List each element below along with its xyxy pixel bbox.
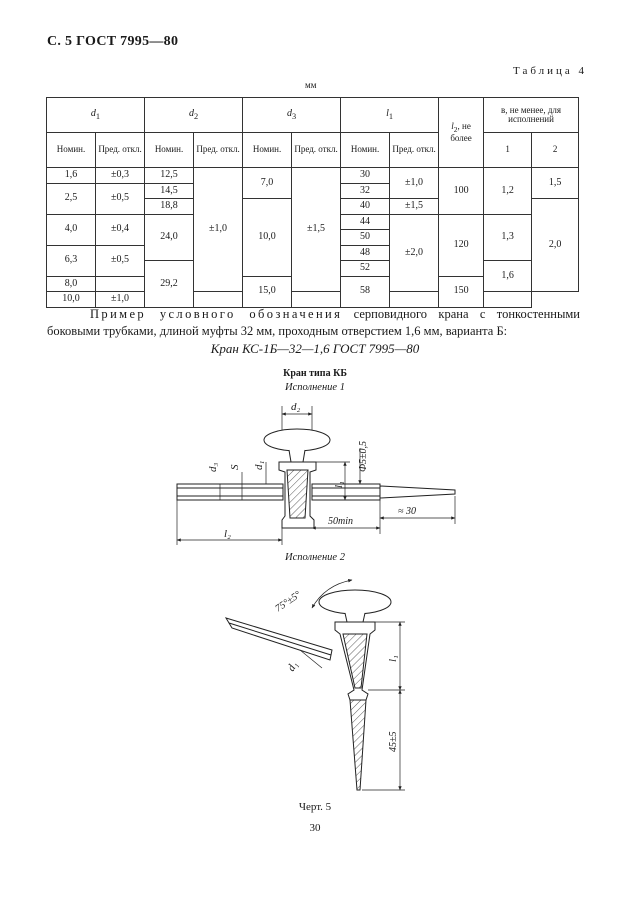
table-cell: 12,5 [145, 168, 194, 184]
table-cell: 50 [341, 230, 390, 246]
designation-example: Кран КС-1Б—32—1,6 ГОСТ 7995—80 [210, 341, 420, 356]
stopcock-handle-2 [319, 590, 391, 614]
table-cell: ±1,0 [390, 168, 439, 199]
col-head-d2: $d_2$ [145, 98, 243, 133]
table-cell: 4,0 [47, 214, 96, 245]
table-cell: 32 [341, 183, 390, 199]
table-cell: 8,0 [47, 276, 96, 292]
right-tube [312, 484, 380, 500]
col-head-l2: $l_2$, не более [439, 98, 484, 168]
table-cell: 120 [439, 214, 484, 276]
label-approx: ≈ 30 [398, 506, 416, 517]
label-d3: d₃ [207, 462, 219, 472]
table-cell: 58 [341, 276, 390, 307]
table-cell: 52 [341, 261, 390, 277]
table-cell: ±1,5 [390, 199, 439, 215]
table-cell: 14,5 [145, 183, 194, 199]
table-cell: 29,2 [145, 261, 194, 308]
label-angle: 75°±5° [273, 589, 304, 615]
table-cell: 40 [341, 199, 390, 215]
variant-1-caption: Исполнение 1 [285, 382, 345, 393]
table-cell: 1,6 [484, 261, 532, 292]
col-head-dev: Пред. откл. [96, 133, 145, 168]
table-cell: 150 [439, 276, 484, 307]
label-l2: l₂ [224, 528, 231, 540]
table-cell: 10,0 [47, 292, 96, 308]
table-caption: Таблица 4 [513, 65, 588, 77]
table-cell: 2,5 [47, 183, 96, 214]
variant-2-caption: Исполнение 2 [285, 552, 345, 563]
table-cell: 7,0 [243, 168, 292, 199]
variant-1-drawing [177, 406, 455, 545]
table-cell: 30 [341, 168, 390, 184]
table-cell: 15,0 [243, 276, 292, 307]
table-cell: 6,3 [47, 245, 96, 276]
col-head-nom: Номин. [243, 133, 292, 168]
label-l1b: l₁ [387, 655, 399, 662]
variant-2-drawing [226, 580, 405, 790]
table-cell: ±0,3 [96, 168, 145, 184]
col-head-nom: Номин. [341, 133, 390, 168]
drawing-title: Кран типа КБ [283, 368, 347, 379]
label-l1: l₁ [333, 481, 345, 488]
table-cell: 1,3 [484, 214, 532, 261]
table-cell: ±0,5 [96, 183, 145, 214]
col-head-dev: Пред. откл. [194, 133, 243, 168]
label-d1b: d₁ [285, 659, 301, 674]
table-cell: 100 [439, 168, 484, 215]
label-d2: d₂ [291, 401, 301, 413]
label-phi: Ф5±0,5 [358, 440, 369, 472]
table-cell: 1,2 [484, 168, 532, 215]
page-header: С. 5 ГОСТ 7995—80 [47, 34, 179, 49]
table-cell: ±1,5 [292, 168, 341, 292]
left-tube [177, 484, 283, 500]
table-cell: 2,0 [532, 199, 579, 292]
table-cell: ±0,4 [96, 214, 145, 245]
page-number: 30 [309, 822, 321, 834]
paragraph-text: серповидного крана с тонкостенными боковыми трубками, длиной муфты 32 мм, проходным отверстием 1,6 мм, варианта Б: [47, 307, 580, 338]
figure-caption: Черт. 5 [298, 801, 332, 813]
paragraph-lead: Пример условного обозначения [90, 307, 343, 321]
table-cell: ±1,0 [96, 292, 145, 308]
table-cell: ±1,0 [194, 168, 243, 292]
stopcock-handle [264, 429, 330, 451]
table-cell: 18,8 [145, 199, 194, 215]
col-head-dev: Пред. откл. [390, 133, 439, 168]
col-head-l1: $l_1$ [341, 98, 439, 133]
table-cell: 10,0 [243, 199, 292, 277]
table-cell: 24,0 [145, 214, 194, 261]
label-s: S [229, 464, 241, 470]
col-head-nom: Номин. [47, 133, 96, 168]
table-cell: 1,6 [47, 168, 96, 184]
col-head-d1: $d_1$ [47, 98, 145, 133]
label-min: 50min [328, 516, 353, 527]
table-cell: ±2,0 [390, 214, 439, 292]
tapered-stem [350, 700, 366, 790]
tapered-end [380, 486, 455, 498]
col-head-dev: Пред. откл. [292, 133, 341, 168]
col-head-variant-2: 2 [532, 133, 579, 168]
table-cell: ±0,5 [96, 245, 145, 276]
col-head-nom: Номин. [145, 133, 194, 168]
table-cell: 44 [341, 214, 390, 230]
col-head-variant-1: 1 [484, 133, 532, 168]
table-unit: мм [305, 80, 317, 90]
label-len: 45±5 [388, 731, 399, 752]
table-cell: 48 [341, 245, 390, 261]
col-head-variants: в, не менее, для исполнений [484, 98, 579, 133]
label-d1: d₁ [253, 460, 265, 470]
col-head-d3: $d_3$ [243, 98, 341, 133]
table-cell: 1,5 [532, 168, 579, 199]
